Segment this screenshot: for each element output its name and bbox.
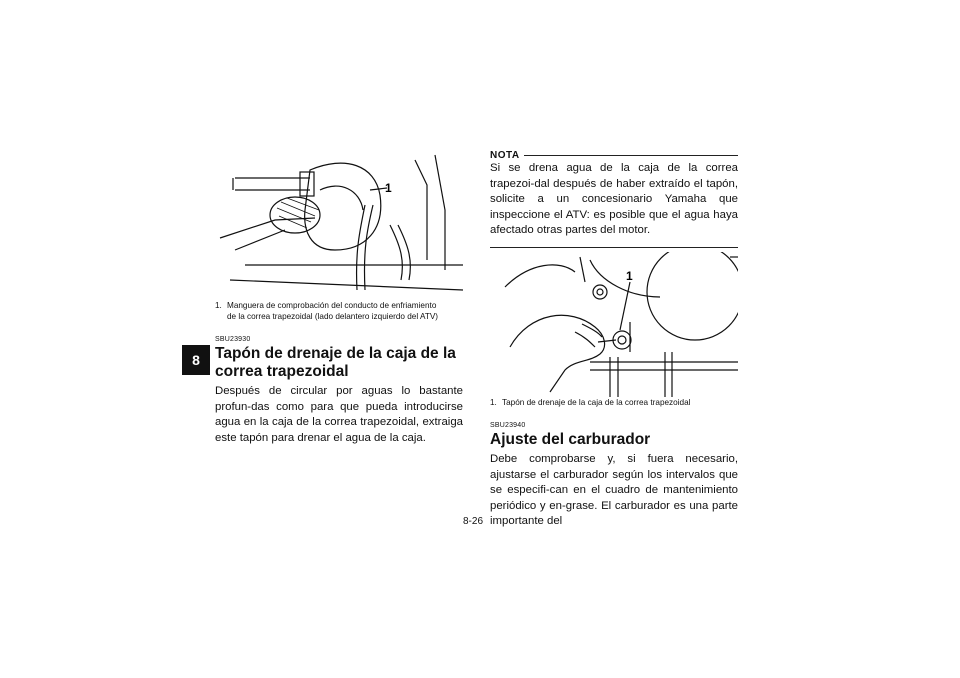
caption-number: 1.: [215, 301, 222, 310]
cooling-duct-hose-illustration: [215, 150, 463, 300]
section-heading: Ajuste del carburador: [490, 430, 651, 448]
figure-caption: [490, 397, 738, 408]
note-end-rule: [490, 247, 738, 248]
section-heading: Tapón de drenaje de la caja de la correa trapezoidal: [215, 345, 456, 380]
caption-line-1: Manguera de comprobación del conducto de enfriamiento: [227, 301, 437, 310]
note-label: NOTA: [490, 150, 520, 161]
figure-callout-1: 1: [626, 268, 633, 283]
section-code: SBU23940: [490, 421, 526, 429]
section-paragraph: Debe comprobarse y, si fuera necesario, ajustarse el carburador según los intervalos que se especifi-can en el cuadro de mantenimiento periódico y en-grase. El carburador es una parte importante del: [490, 452, 738, 528]
section-paragraph: Después de circular por aguas lo bastante profun-das como para que pueda introducirse agua en la caja de la correa trapezoidal, extraiga este tapón para drenar el agua de la caja.: [215, 385, 463, 444]
drain-plug-illustration: [490, 252, 738, 397]
figure-callout-1: 1: [385, 181, 392, 195]
note-text: Si se drena agua de la caja de la correa trapezoi-dal después de haber extraído el tapón, solicite a un concesionario Yamaha que inspeccione el ATV: es posible que el agua haya afectado otras partes del motor.: [490, 162, 738, 237]
caption-line-2: de la correa trapezoidal (lado delantero izquierdo del ATV): [227, 312, 439, 321]
note-header: [490, 150, 738, 161]
section-tab: 8: [182, 345, 210, 375]
section-code: SBU23930: [215, 336, 251, 343]
caption-line-1: Tapón de drenaje de la caja de la correa trapezoidal: [502, 397, 691, 407]
caption-number: 1.: [490, 397, 497, 407]
page-number: 8-26: [463, 516, 484, 527]
note-rule: [524, 155, 738, 156]
figure-caption: [215, 300, 463, 322]
right-column: [490, 150, 738, 530]
left-column: [215, 150, 463, 446]
